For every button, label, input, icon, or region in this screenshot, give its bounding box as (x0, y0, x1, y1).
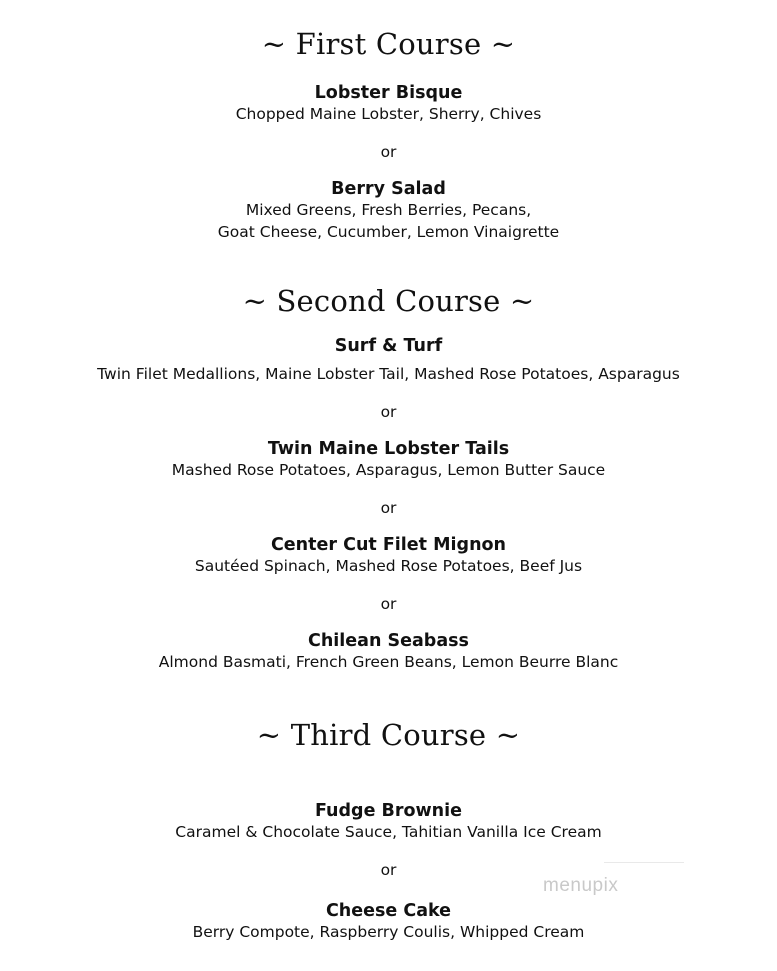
course-title-second: ~ Second Course ~ (242, 284, 535, 318)
dish-name: Center Cut Filet Mignon (270, 535, 507, 555)
dish-name: Chilean Seabass (308, 631, 469, 651)
or-separator: or (380, 403, 397, 421)
course-title-first: ~ First Course ~ (261, 27, 516, 61)
course-title-third: ~ Third Course ~ (256, 718, 521, 752)
dish-description: Almond Basmati, French Green Beans, Lemon Beurre Blanc (158, 653, 619, 671)
or-separator: or (380, 499, 397, 517)
dish-name: Fudge Brownie (314, 801, 463, 821)
dish-description: Berry Compote, Raspberry Coulis, Whipped Cream (192, 923, 585, 941)
dish-description: Goat Cheese, Cucumber, Lemon Vinaigrette (217, 223, 560, 241)
dish-name: Berry Salad (331, 179, 446, 199)
dish-name: Lobster Bisque (314, 83, 463, 103)
or-separator: or (380, 143, 397, 161)
watermark-rule (604, 862, 684, 863)
menupix-watermark: menupix (543, 875, 619, 896)
dish-description: Chopped Maine Lobster, Sherry, Chives (235, 105, 542, 123)
dish-description: Caramel & Chocolate Sauce, Tahitian Vanilla Ice Cream (175, 823, 602, 841)
dish-description: Sautéed Spinach, Mashed Rose Potatoes, Beef Jus (194, 557, 583, 575)
or-separator: or (380, 861, 397, 879)
dish-description: Twin Filet Medallions, Maine Lobster Tail, Mashed Rose Potatoes, Asparagus (97, 365, 680, 383)
dish-description: Mixed Greens, Fresh Berries, Pecans, (245, 201, 532, 219)
dish-name: Surf & Turf (334, 336, 443, 356)
dish-name: Twin Maine Lobster Tails (267, 439, 510, 459)
dish-name: Cheese Cake (325, 901, 452, 921)
dish-description: Mashed Rose Potatoes, Asparagus, Lemon Butter Sauce (171, 461, 606, 479)
or-separator: or (380, 595, 397, 613)
